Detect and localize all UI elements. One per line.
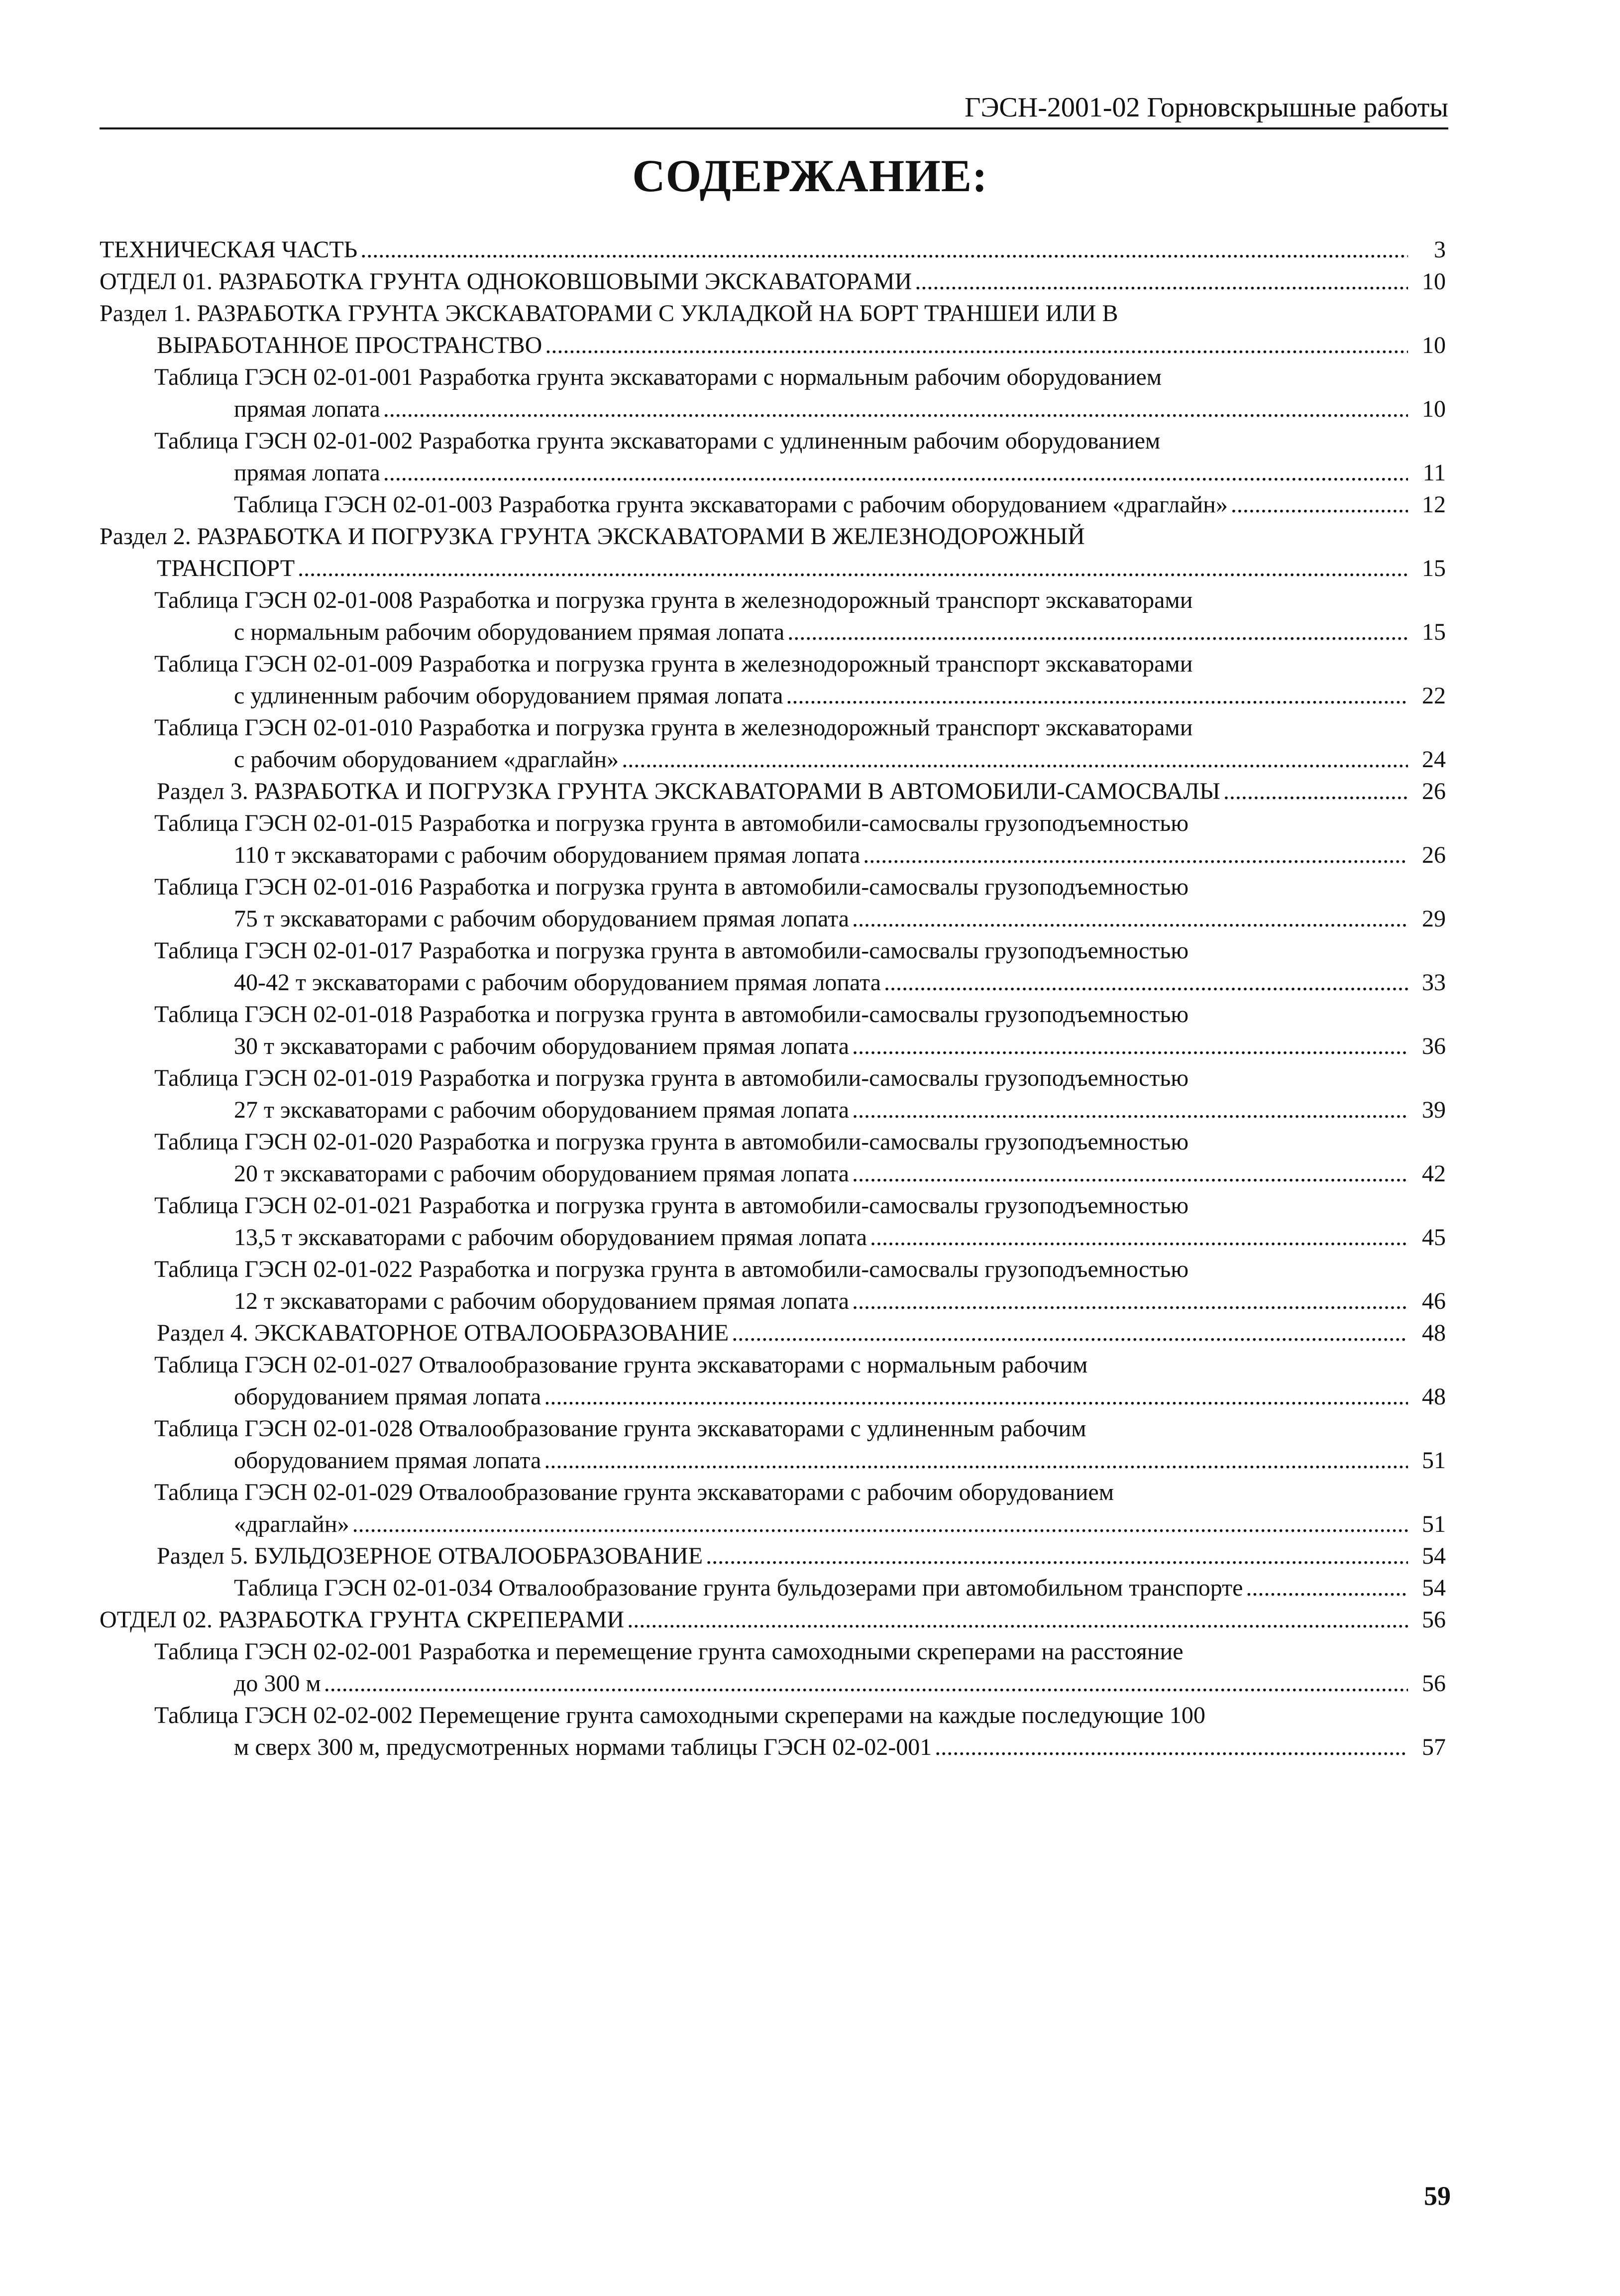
toc-page-number: 10 [1422,332,1446,358]
toc-page-number: 51 [1422,1447,1446,1474]
toc-entry-text: ОТДЕЛ 02. РАЗРАБОТКА ГРУНТА СКРЕПЕРАМИ [100,1607,625,1633]
toc-page-number: 22 [1422,683,1446,709]
dot-leader [360,234,1408,266]
toc-entry-text: с нормальным рабочим оборудованием прямая лопата [234,619,785,645]
toc-entry[interactable] [100,266,1446,298]
toc-entry-last-line [234,903,1446,935]
toc-entry-last-line [234,1445,1446,1477]
toc-entry-last-line [100,234,1446,266]
toc-entry-line: Таблица ГЭСН 02-01-016 Разработка и погрузка грунта в автомобили-самосвалы грузоподъемностью [154,874,1189,900]
toc-entry[interactable] [100,648,1446,712]
toc-entry[interactable] [100,871,1446,935]
toc-entry-text: «драглайн» [234,1511,349,1537]
toc-entry-line: Таблица ГЭСН 02-01-029 Отвалообразование грунта экскаваторами с рабочим оборудованием [154,1479,1114,1505]
toc-entry-line: Таблица ГЭСН 02-01-021 Разработка и погрузка грунта в автомобили-самосвалы грузоподъемностью [154,1192,1189,1219]
toc-entry-last-line [234,1508,1446,1540]
toc-entry-last-line [234,1285,1446,1317]
toc-entry-line: Таблица ГЭСН 02-02-002 Перемещение грунта самоходными скреперами на каждые последующие 100 [154,1702,1205,1728]
toc-entry-last-line [234,680,1446,712]
dot-leader [352,1508,1408,1540]
dot-leader [863,839,1408,871]
toc-page-number: 10 [1422,396,1446,422]
toc-page-number: 36 [1422,1033,1446,1059]
dot-leader [852,1285,1408,1317]
toc-entry-line: Таблица ГЭСН 02-01-002 Разработка грунта экскаваторами с удлиненным рабочим оборудованием [154,428,1161,454]
toc-page-number: 26 [1422,778,1446,804]
toc-entry[interactable] [100,1190,1446,1254]
toc-entry-last-line [234,616,1446,648]
toc-entry-text: ТЕХНИЧЕСКАЯ ЧАСТЬ [100,236,358,263]
toc-entry[interactable] [100,999,1446,1062]
toc-entry[interactable] [100,712,1446,776]
toc-entry[interactable] [100,521,1446,584]
toc-entry-text: с удлиненным рабочим оборудованием прямая лопата [234,683,783,709]
running-header [100,90,1448,129]
toc-entry[interactable] [100,1349,1446,1413]
toc-page-number: 45 [1422,1224,1446,1251]
toc-entry[interactable] [100,298,1446,361]
toc-entry[interactable] [100,234,1446,266]
toc-page-number: 48 [1422,1383,1446,1410]
toc-entry-last-line [234,1094,1446,1126]
toc-entry-line: Раздел 1. РАЗРАБОТКА ГРУНТА ЭКСКАВАТОРАМИ С УКЛАДКОЙ НА БОРТ ТРАНШЕИ ИЛИ В [100,300,1118,327]
toc-entry[interactable] [100,1477,1446,1540]
toc-entry-last-line [157,553,1446,584]
toc-entry-last-line [234,967,1446,999]
dot-leader [787,616,1408,648]
toc-entry[interactable] [100,1700,1446,1763]
dot-leader [1223,776,1408,807]
dot-leader [1246,1572,1408,1604]
toc-entry[interactable] [100,361,1446,425]
toc-entry-line: Таблица ГЭСН 02-01-027 Отвалообразование грунта экскаваторами с нормальным рабочим [154,1352,1088,1378]
toc-entry-last-line [234,1031,1446,1062]
toc-page-number: 15 [1422,555,1446,581]
toc-page-number: 56 [1422,1670,1446,1697]
header-text: ГЭСН-2001-02 Горновскрышные работы [965,92,1448,123]
toc-page-number: 33 [1422,969,1446,996]
toc-entry-text: 75 т экскаваторами с рабочим оборудованием прямая лопата [234,906,850,932]
dot-leader [383,393,1408,425]
dot-leader [324,1668,1408,1700]
toc-page-number: 51 [1422,1511,1446,1537]
dot-leader [1231,489,1408,521]
toc-entry[interactable] [100,776,1446,807]
toc-entry-last-line [234,839,1446,871]
toc-entry[interactable] [100,584,1446,648]
toc-entry-text: прямая лопата [234,396,380,422]
dot-leader [622,744,1408,776]
toc-page-number: 48 [1422,1320,1446,1346]
toc-entry-text: прямая лопата [234,459,380,486]
toc-entry-last-line [234,1668,1446,1700]
toc-page-number: 42 [1422,1160,1446,1187]
toc-entry-text: 20 т экскаваторами с рабочим оборудованием прямая лопата [234,1160,850,1187]
toc-entry[interactable] [100,1540,1446,1572]
toc-entry-text: оборудованием прямая лопата [234,1447,541,1474]
toc-entry[interactable] [100,807,1446,871]
toc-entry-text: 110 т экскаваторами с рабочим оборудованием прямая лопата [234,842,861,868]
toc-entry-line: Таблица ГЭСН 02-01-008 Разработка и погрузка грунта в железнодорожный транспорт экскаваторами [154,587,1193,613]
toc-entry[interactable] [100,1254,1446,1317]
toc-entry-text: 30 т экскаваторами с рабочим оборудованием прямая лопата [234,1033,850,1059]
toc-entry-line: Таблица ГЭСН 02-01-009 Разработка и погрузка грунта в железнодорожный транспорт экскаваторами [154,651,1193,677]
dot-leader [732,1317,1408,1349]
toc-entry-last-line [234,1572,1446,1604]
dot-leader [544,1445,1408,1477]
toc-entry-text: ТРАНСПОРТ [157,555,295,581]
toc-page-number: 3 [1434,236,1446,263]
toc-entry-last-line [234,1731,1446,1763]
toc-entry-line: Таблица ГЭСН 02-01-019 Разработка и погрузка грунта в автомобили-самосвалы грузоподъемностью [154,1065,1189,1091]
toc-entry-line: Таблица ГЭСН 02-02-001 Разработка и перемещение грунта самоходными скреперами на расстояние [154,1638,1184,1665]
toc-entry-text: 40-42 т экскаваторами с рабочим оборудованием прямая лопата [234,969,881,996]
toc-page-number: 57 [1422,1734,1446,1760]
toc-entry-line: Таблица ГЭСН 02-01-022 Разработка и погрузка грунта в автомобили-самосвалы грузоподъемностью [154,1256,1189,1282]
toc-entry-text: 27 т экскаваторами с рабочим оборудованием прямая лопата [234,1097,850,1123]
toc-entry[interactable] [100,1317,1446,1349]
toc-entry[interactable] [100,1413,1446,1477]
toc-entry[interactable] [100,1062,1446,1126]
toc-page-number: 11 [1422,459,1446,486]
toc-entry-line: Таблица ГЭСН 02-01-020 Разработка и погрузка грунта в автомобили-самосвалы грузоподъемностью [154,1129,1189,1155]
dot-leader [383,457,1408,489]
toc-entry-text: Таблица ГЭСН 02-01-034 Отвалообразование грунта бульдозерами при автомобильном транспорте [234,1575,1243,1601]
dot-leader [852,1158,1408,1190]
toc-page-number: 10 [1422,268,1446,295]
toc-entry[interactable] [100,1126,1446,1190]
dot-leader [884,967,1408,999]
toc-page-number: 39 [1422,1097,1446,1123]
dot-leader [544,1381,1408,1413]
toc-entry-last-line [157,330,1446,361]
toc-page-number: 46 [1422,1288,1446,1314]
toc-entry-text: до 300 м [234,1670,321,1697]
dot-leader [852,1031,1408,1062]
dot-leader [786,680,1408,712]
toc-entry-text: 12 т экскаваторами с рабочим оборудованием прямая лопата [234,1288,850,1314]
toc-entry-text: оборудованием прямая лопата [234,1383,541,1410]
toc-page-number: 26 [1422,842,1446,868]
toc-page-number: 29 [1422,906,1446,932]
dot-leader [298,553,1408,584]
dot-leader [870,1222,1408,1254]
toc-entry-line: Таблица ГЭСН 02-01-010 Разработка и погрузка грунта в железнодорожный транспорт экскаваторами [154,714,1193,741]
toc-entry-last-line [234,744,1446,776]
toc-entry-line: Раздел 2. РАЗРАБОТКА И ПОГРУЗКА ГРУНТА ЭКСКАВАТОРАМИ В ЖЕЛЕЗНОДОРОЖНЫЙ [100,523,1085,550]
toc-entry-text: ОТДЕЛ 01. РАЗРАБОТКА ГРУНТА ОДНОКОВШОВЫМИ ЭКСКАВАТОРАМИ [100,268,912,295]
toc-entry-last-line [234,457,1446,489]
page-number: 59 [1424,2181,1451,2211]
dot-leader [915,266,1408,298]
toc-entry-line: Таблица ГЭСН 02-01-028 Отвалообразование грунта экскаваторами с удлиненным рабочим [154,1415,1086,1442]
toc-entry-text: Таблица ГЭСН 02-01-003 Разработка грунта экскаваторами с рабочим оборудованием «драглайн» [234,491,1228,518]
toc-page-number: 24 [1422,746,1446,773]
toc-entry[interactable] [100,489,1446,521]
toc-page-number: 15 [1422,619,1446,645]
toc-entry-last-line [157,1540,1446,1572]
dot-leader [852,903,1408,935]
toc-entry-last-line [234,489,1446,521]
toc-entry-last-line [234,1158,1446,1190]
toc-entry-line: Таблица ГЭСН 02-01-015 Разработка и погрузка грунта в автомобили-самосвалы грузоподъемностью [154,810,1189,836]
dot-leader [935,1731,1408,1763]
toc-entry-text: Раздел 5. БУЛЬДОЗЕРНОЕ ОТВАЛООБРАЗОВАНИЕ [157,1543,703,1569]
toc-entry-line: Таблица ГЭСН 02-01-017 Разработка и погрузка грунта в автомобили-самосвалы грузоподъемностью [154,937,1189,964]
toc-entry-text: ВЫРАБОТАННОЕ ПРОСТРАНСТВО [157,332,542,358]
toc-page-number: 12 [1422,491,1446,518]
toc-entry-last-line [157,1317,1446,1349]
toc-entry[interactable] [100,425,1446,489]
toc-entry-text: м сверх 300 м, предусмотренных нормами таблицы ГЭСН 02-02-001 [234,1734,932,1760]
toc-page-number: 54 [1422,1575,1446,1601]
toc-entry-line: Таблица ГЭСН 02-01-018 Разработка и погрузка грунта в автомобили-самосвалы грузоподъемностью [154,1001,1189,1028]
toc-entry[interactable] [100,935,1446,999]
toc-entry-last-line [234,1381,1446,1413]
dot-leader [852,1094,1408,1126]
toc-entry-last-line [157,776,1446,807]
dot-leader [545,330,1408,361]
toc-page-number: 54 [1422,1543,1446,1569]
toc-entry[interactable] [100,1636,1446,1700]
toc-entry-text: 13,5 т экскаваторами с рабочим оборудованием прямая лопата [234,1224,867,1251]
toc-entry[interactable] [100,1572,1446,1604]
toc-entry-last-line [234,393,1446,425]
toc-entry-line: Таблица ГЭСН 02-01-001 Разработка грунта экскаваторами с нормальным рабочим оборудованием [154,364,1162,390]
toc-entry-text: Раздел 4. ЭКСКАВАТОРНОЕ ОТВАЛООБРАЗОВАНИЕ [157,1320,729,1346]
page-title: СОДЕРЖАНИЕ: [632,150,988,201]
toc-entry-last-line [100,1604,1446,1636]
toc-entry[interactable] [100,1604,1446,1636]
toc-entry-text: Раздел 3. РАЗРАБОТКА И ПОГРУЗКА ГРУНТА ЭКСКАВАТОРАМИ В АВТОМОБИЛИ-САМОСВАЛЫ [157,778,1220,804]
toc-page-number: 56 [1422,1607,1446,1633]
table-of-contents [100,234,1446,1763]
dot-leader [706,1540,1408,1572]
dot-leader [627,1604,1408,1636]
toc-entry-last-line [100,266,1446,298]
toc-entry-last-line [234,1222,1446,1254]
toc-entry-text: с рабочим оборудованием «драглайн» [234,746,619,773]
